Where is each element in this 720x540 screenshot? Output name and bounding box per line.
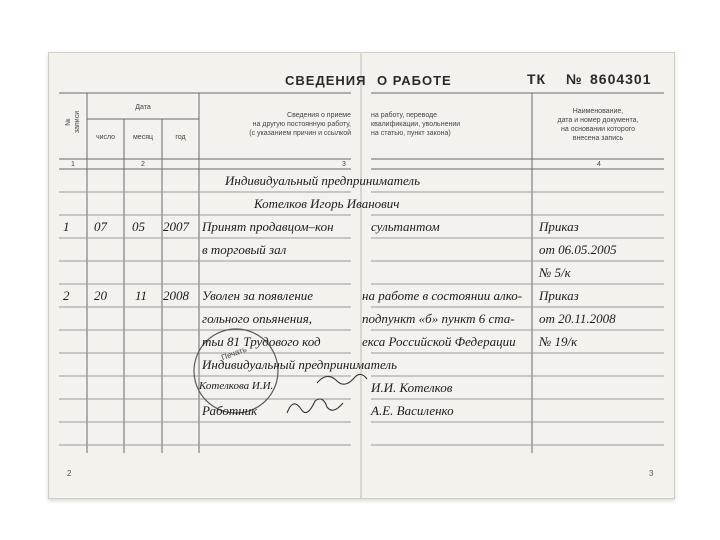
employer-line1-left: Индивидуальный предприниматель bbox=[225, 173, 421, 188]
entry1-text2: в торговый зал bbox=[202, 242, 287, 257]
entry2-text3-right: екса Российской Федерации bbox=[362, 334, 516, 349]
entry1-text-left: Принят продавцом–кон bbox=[202, 219, 334, 234]
sign-line1: Индивидуальный предприниматель bbox=[202, 357, 398, 372]
col-num-3: 3 bbox=[342, 161, 346, 168]
entry2-text1-right: на работе в состоянии алко- bbox=[362, 288, 523, 303]
series-label: ТК bbox=[527, 71, 547, 87]
entry1-doc2: от 06.05.2005 bbox=[539, 242, 617, 257]
col-date: Дата bbox=[135, 104, 151, 111]
col-record-no: № записи bbox=[65, 110, 81, 134]
col-month: месяц bbox=[132, 134, 153, 141]
entry2-doc1: Приказ bbox=[539, 288, 579, 303]
worker-name: А.Е. Василенко bbox=[371, 403, 454, 418]
entry2-text1-left: Уволен за появление bbox=[202, 288, 314, 303]
worker-signature bbox=[287, 399, 343, 413]
col-info-left: Сведения о приеме на другую постоянную работу, (с указанием причин и ссылкой bbox=[249, 112, 351, 137]
col-num-1: 1 bbox=[71, 161, 75, 168]
col-num-4: 4 bbox=[597, 161, 601, 168]
page-number-right: 3 bbox=[649, 469, 654, 478]
entry2-day: 20 bbox=[94, 288, 107, 303]
entry1-day: 07 bbox=[94, 219, 107, 234]
heading-right: О РАБОТЕ bbox=[377, 73, 452, 88]
entry2-text2-right: подпункт «б» пункт 6 ста- bbox=[362, 311, 515, 326]
series-number: 8604301 bbox=[590, 71, 652, 87]
number-sign: № bbox=[566, 71, 583, 87]
work-record-book bbox=[48, 52, 675, 499]
sign-name-label: Котелкова И.И. bbox=[199, 380, 274, 392]
stamp-text: Печать bbox=[220, 344, 248, 363]
entry1-year: 2007 bbox=[163, 219, 189, 234]
col-num-2: 2 bbox=[141, 161, 145, 168]
entry1-no: 1 bbox=[63, 219, 70, 234]
col-day: число bbox=[95, 134, 116, 141]
entry1-text-right: сультантом bbox=[371, 219, 440, 234]
entry2-doc2: от 20.11.2008 bbox=[539, 311, 616, 326]
entry2-doc3: № 19/к bbox=[539, 334, 578, 349]
col-info-right: на работу, переводе квалификации, увольнении на статью, пункт закона) bbox=[371, 112, 461, 137]
entry2-year: 2008 bbox=[163, 288, 189, 303]
entry2-no: 2 bbox=[63, 288, 70, 303]
page-number-left: 2 bbox=[67, 469, 72, 478]
entry1-doc1: Приказ bbox=[539, 219, 579, 234]
col-year: год bbox=[175, 134, 186, 141]
entry2-text3-left: тьи 81 Трудового код bbox=[202, 334, 321, 349]
employer-line2: Котелков Игорь Иванович bbox=[254, 196, 400, 211]
heading-left: СВЕДЕНИЯ bbox=[285, 73, 367, 88]
entry1-month: 05 bbox=[132, 219, 145, 234]
col-basis: Наименование, дата и номер документа, на основании которого внесена запись bbox=[557, 108, 639, 142]
entry2-text2-left: гольного опьянения, bbox=[202, 311, 313, 326]
sign-name: И.И. Котелков bbox=[371, 380, 453, 395]
entry2-month: 11 bbox=[135, 288, 148, 303]
entry1-doc3: № 5/к bbox=[539, 265, 571, 280]
worker-label: Работник bbox=[202, 403, 258, 418]
